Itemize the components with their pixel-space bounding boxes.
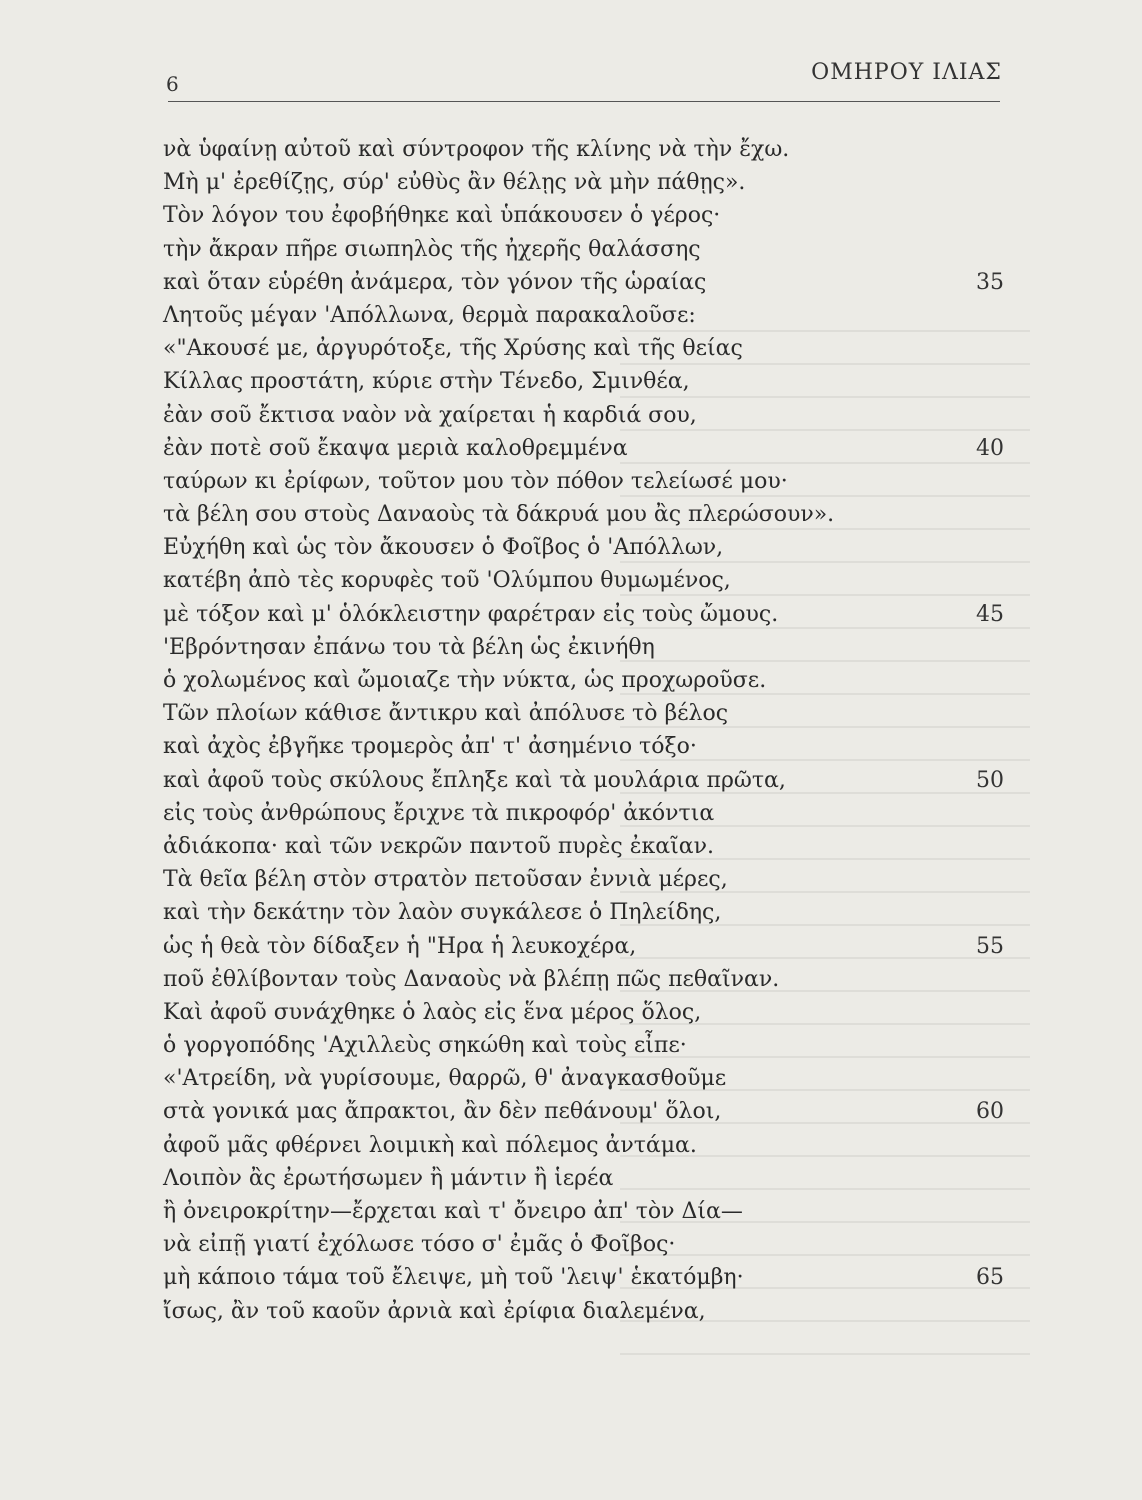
verse-text: «'Ατρείδη, νὰ γυρίσουμε, θαρρῶ, θ' ἀναγκασθοῦμε bbox=[163, 1066, 727, 1092]
verse-line bbox=[163, 863, 1003, 896]
verse-line bbox=[163, 233, 1003, 266]
verse-line bbox=[163, 299, 1003, 332]
verse-text: καὶ ἀφοῦ τοὺς σκύλους ἔπληξε καὶ τὰ μουλάρια πρῶτα, bbox=[163, 767, 786, 793]
verse-line bbox=[163, 266, 1003, 299]
line-number-marker: 65 bbox=[976, 1265, 1004, 1291]
verse-line bbox=[163, 1029, 1003, 1062]
verse-text: Τὸν λόγον του ἐφοβήθηκε καὶ ὑπάκουσεν ὁ γέρος· bbox=[163, 203, 721, 229]
verse-text: «"Ακουσέ με, ἀργυρότοξε, τῆς Χρύσης καὶ τῆς θείας bbox=[163, 336, 743, 362]
verse-text: νὰ ὑφαίνῃ αὐτοῦ καὶ σύντροφον τῆς κλίνης νὰ τὴν ἔχω. bbox=[163, 137, 790, 162]
verse-text: εἰς τοὺς ἀνθρώπους ἔριχνε τὰ πικροφόρ' ἀκόντια bbox=[163, 800, 715, 826]
verse-text: καὶ τὴν δεκάτην τὸν λαὸν συγκάλεσε ὁ Πηλείδης, bbox=[163, 900, 722, 926]
verse-line bbox=[163, 930, 1003, 963]
verse-text: μὴ κάποιο τάμα τοῦ ἔλειψε, μὴ τοῦ 'λειψ' ἑκατόμβη· bbox=[163, 1265, 744, 1291]
line-number-marker: 45 bbox=[976, 601, 1004, 627]
verse-text: τὰ βέλη σου στοὺς Δαναοὺς τὰ δάκρυά μου ἂς πλερώσουν». bbox=[163, 502, 835, 528]
verse-line bbox=[163, 399, 1003, 432]
header-rule bbox=[168, 101, 1000, 102]
verse-text: καὶ ὅταν εὑρέθη ἀνάμερα, τὸν γόνον τῆς ὡραίας bbox=[163, 269, 707, 295]
verse-text: ὁ χολωμένος καὶ ὤμοιαζε τὴν νύκτα, ὡς προχωροῦσε. bbox=[163, 668, 767, 693]
verse-line bbox=[163, 1261, 1003, 1294]
verse-text: κατέβη ἀπὸ τὲς κορυφὲς τοῦ 'Ολύμπου θυμωμένος, bbox=[163, 568, 731, 594]
verse-line bbox=[163, 996, 1003, 1029]
verse-line bbox=[163, 498, 1003, 531]
verse-line bbox=[163, 531, 1003, 564]
line-number-marker: 40 bbox=[976, 435, 1004, 461]
verse-text: Καὶ ἀφοῦ συνάχθηκε ὁ λαὸς εἰς ἕνα μέρος ὅλος, bbox=[163, 999, 702, 1025]
verse-text: ὁ γοργοπόδης 'Αχιλλεὺς σηκώθη καὶ τοὺς εἶπε· bbox=[163, 1033, 687, 1059]
line-number-marker: 55 bbox=[976, 933, 1004, 959]
verse-line bbox=[163, 1062, 1003, 1095]
verse-text: ἐὰν σοῦ ἔκτισα ναὸν νὰ χαίρεται ἡ καρδιά σου, bbox=[163, 402, 697, 428]
page-number: 6 bbox=[166, 72, 179, 96]
verse-line bbox=[163, 564, 1003, 597]
verse-text: Μὴ μ' ἐρεθίζῃς, σύρ' εὐθὺς ἂν θέλῃς νὰ μὴν πάθῃς». bbox=[163, 170, 746, 196]
verse-line bbox=[163, 1129, 1003, 1162]
verse-text: ἀδιάκοπα· καὶ τῶν νεκρῶν παντοῦ πυρὲς ἐκαῖαν. bbox=[163, 833, 714, 859]
verse-line bbox=[163, 365, 1003, 398]
verse-line bbox=[163, 598, 1003, 631]
verse-line bbox=[163, 830, 1003, 863]
verse-line bbox=[163, 697, 1003, 730]
line-number-marker: 60 bbox=[976, 1099, 1004, 1125]
verse-text: Λοιπὸν ἂς ἐρωτήσωμεν ἢ μάντιν ἢ ἱερέα bbox=[163, 1165, 614, 1191]
verse-text: καὶ ἀχὸς ἐβγῆκε τρομερὸς ἀπ' τ' ἀσημένιο τόξο· bbox=[163, 734, 697, 760]
verse-text: ταύρων κι ἐρίφων, τοῦτον μου τὸν πόθον τελείωσέ μου· bbox=[163, 468, 788, 494]
running-title: ΟΜΗΡΟΥ ΙΛΙΑΣ bbox=[811, 60, 1002, 85]
verse-line bbox=[163, 797, 1003, 830]
verse-line bbox=[163, 1162, 1003, 1195]
verse-line bbox=[163, 1095, 1003, 1128]
verse-text: ὡς ἡ θεὰ τὸν δίδαξεν ἡ "Ηρα ἡ λευκοχέρα, bbox=[163, 933, 637, 959]
verse-block bbox=[163, 133, 1003, 1328]
verse-line bbox=[163, 730, 1003, 763]
verse-text: ἐὰν ποτὲ σοῦ ἔκαψα μεριὰ καλοθρεμμένα bbox=[163, 435, 628, 461]
verse-line bbox=[163, 963, 1003, 996]
verse-line bbox=[163, 432, 1003, 465]
verse-text: 'Εβρόντησαν ἐπάνω του τὰ βέλη ὡς ἐκινήθη bbox=[163, 634, 655, 660]
verse-text: στὰ γονικά μας ἄπρακτοι, ἂν δὲν πεθάνουμ' ὅλοι, bbox=[163, 1099, 722, 1125]
verse-line bbox=[163, 1195, 1003, 1228]
verse-text: ποῦ ἐθλίβονταν τοὺς Δαναοὺς νὰ βλέπῃ πῶς πεθαῖναν. bbox=[163, 966, 780, 992]
verse-line bbox=[163, 332, 1003, 365]
verse-text: νὰ εἰπῇ γιατί ἐχόλωσε τόσο σ' ἐμᾶς ὁ Φοῖβος· bbox=[163, 1232, 676, 1258]
verse-line bbox=[163, 1228, 1003, 1261]
verse-text: Κίλλας προστάτη, κύριε στὴν Τένεδο, Σμινθέα, bbox=[163, 369, 690, 395]
verse-text: Λητοῦς μέγαν 'Απόλλωνα, θερμὰ παρακαλοῦσε: bbox=[163, 302, 696, 328]
verse-line bbox=[163, 1295, 1003, 1328]
verse-line bbox=[163, 199, 1003, 232]
verse-line bbox=[163, 896, 1003, 929]
verse-text: τὴν ἄκραν πῆρε σιωπηλὸς τῆς ἠχερῆς θαλάσσης bbox=[163, 236, 701, 262]
verse-text: Τὰ θεῖα βέλη στὸν στρατὸν πετοῦσαν ἐννιὰ μέρες, bbox=[163, 867, 728, 893]
verse-line bbox=[163, 764, 1003, 797]
verse-line bbox=[163, 465, 1003, 498]
verse-text: ἀφοῦ μᾶς φθέρνει λοιμικὴ καὶ πόλεμος ἀντάμα. bbox=[163, 1132, 697, 1158]
verse-text: ἢ ὀνειροκρίτην—ἔρχεται καὶ τ' ὄνειρο ἀπ' τὸν Δία— bbox=[163, 1199, 743, 1224]
verse-line bbox=[163, 631, 1003, 664]
verse-line bbox=[163, 166, 1003, 199]
line-number-marker: 50 bbox=[976, 767, 1004, 793]
verse-text: ἴσως, ἂν τοῦ καοῦν ἀρνιὰ καὶ ἐρίφια διαλεμένα, bbox=[163, 1298, 706, 1324]
line-number-marker: 35 bbox=[976, 269, 1004, 295]
verse-line bbox=[163, 664, 1003, 697]
verse-text: μὲ τόξον καὶ μ' ὁλόκλειστην φαρέτραν εἰς τοὺς ὤμους. bbox=[163, 601, 779, 627]
verse-line bbox=[163, 133, 1003, 166]
verse-text: Εὐχήθη καὶ ὡς τὸν ἄκουσεν ὁ Φοῖβος ὁ 'Απόλλων, bbox=[163, 535, 724, 561]
verse-text: Τῶν πλοίων κάθισε ἄντικρυ καὶ ἀπόλυσε τὸ βέλος bbox=[163, 701, 729, 727]
